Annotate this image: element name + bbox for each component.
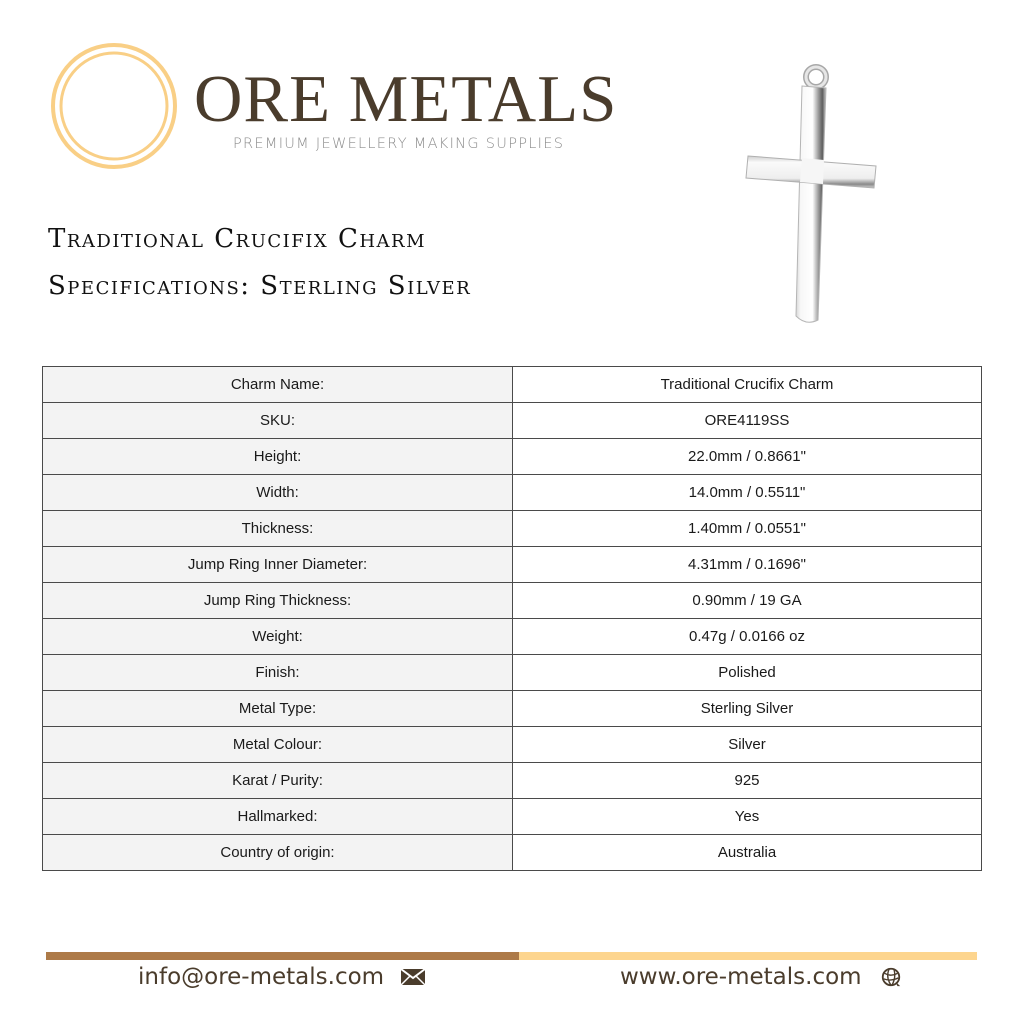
footer-bar-right [519,952,977,960]
spec-label: SKU: [43,403,513,439]
spec-value: Australia [513,835,982,871]
spec-value: 4.31mm / 0.1696" [513,547,982,583]
brand-name: ORE METALS [194,62,618,136]
table-row [43,763,982,799]
spec-value: Silver [513,727,982,763]
spec-label: Jump Ring Thickness: [43,583,513,619]
spec-value: 0.47g / 0.0166 oz [513,619,982,655]
table-row [43,799,982,835]
spec-label: Width: [43,475,513,511]
spec-value: 0.90mm / 19 GA [513,583,982,619]
website-link[interactable]: www.ore-metals.com [620,964,862,990]
table-row [43,475,982,511]
table-row [43,655,982,691]
product-subtitle: Specifications: Sterling Silver [48,271,472,301]
spec-label: Charm Name: [43,367,513,403]
footer-website[interactable] [620,964,904,990]
spec-value: 1.40mm / 0.0551" [513,511,982,547]
spec-value: 22.0mm / 0.8661" [513,439,982,475]
table-row [43,583,982,619]
specifications-table [42,366,982,871]
spec-value: Traditional Crucifix Charm [513,367,982,403]
product-title: Traditional Crucifix Charm [48,224,427,254]
spec-label: Metal Type: [43,691,513,727]
logo-ring-icon [50,42,178,170]
table-row [43,439,982,475]
footer-bar-left [46,952,519,960]
table-row [43,547,982,583]
spec-value: ORE4119SS [513,403,982,439]
spec-value: 925 [513,763,982,799]
globe-icon [878,966,904,988]
brand-tagline: PREMIUM JEWELLERY MAKING SUPPLIES [233,136,565,152]
spec-label: Finish: [43,655,513,691]
email-link[interactable]: info@ore-metals.com [138,964,385,990]
spec-value: Sterling Silver [513,691,982,727]
spec-label: Thickness: [43,511,513,547]
spec-label: Hallmarked: [43,799,513,835]
spec-label: Metal Colour: [43,727,513,763]
envelope-icon [400,966,426,988]
footer-email[interactable] [138,964,426,990]
table-row [43,727,982,763]
table-row [43,835,982,871]
cross-charm-image [740,64,884,326]
spec-label: Weight: [43,619,513,655]
table-row [43,367,982,403]
spec-label: Karat / Purity: [43,763,513,799]
table-row [43,619,982,655]
spec-value: Polished [513,655,982,691]
spec-label: Jump Ring Inner Diameter: [43,547,513,583]
table-row [43,403,982,439]
table-row [43,691,982,727]
spec-value: 14.0mm / 0.5511" [513,475,982,511]
brand-logo [48,40,618,170]
spec-label: Height: [43,439,513,475]
table-row [43,511,982,547]
spec-value: Yes [513,799,982,835]
spec-label: Country of origin: [43,835,513,871]
